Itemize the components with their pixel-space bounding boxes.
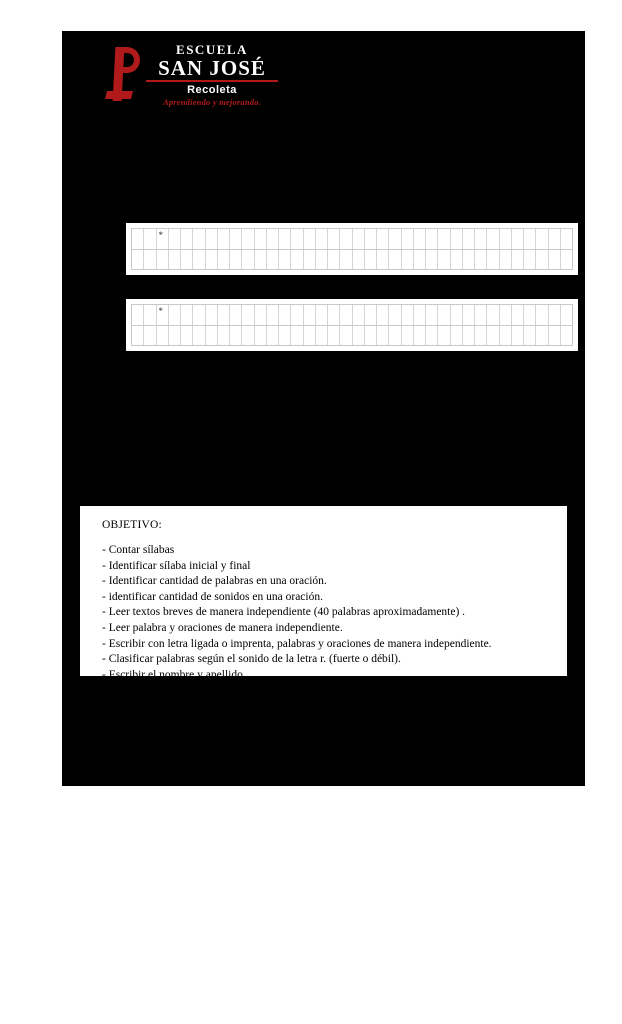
grid-cell[interactable] — [500, 326, 512, 345]
grid-cell[interactable] — [255, 305, 267, 325]
grid-cell[interactable] — [365, 305, 377, 325]
objective-item: - Escribir el nombre y apellido. — [102, 668, 246, 681]
grid-cell[interactable] — [291, 326, 303, 345]
objective-item: - Contar sílabas — [102, 544, 175, 556]
grid-cell[interactable] — [157, 305, 169, 325]
grid-cell[interactable] — [512, 250, 524, 269]
star-marker-icon: * — [158, 306, 163, 316]
grid-cell[interactable] — [463, 250, 475, 269]
grid-cell[interactable] — [475, 229, 487, 249]
writing-grid-1 — [126, 223, 578, 275]
grid-cell[interactable] — [512, 305, 524, 325]
grid-cell[interactable] — [524, 250, 536, 269]
grid-cell[interactable] — [487, 250, 499, 269]
grid-cell[interactable] — [255, 326, 267, 345]
grid-cell[interactable] — [414, 229, 426, 249]
grid-cell[interactable] — [353, 250, 365, 269]
grid-cell[interactable] — [500, 305, 512, 325]
objective-list — [102, 543, 551, 683]
grid-cell[interactable] — [487, 229, 499, 249]
letter-p-emblem-icon — [100, 47, 142, 101]
grid-cell[interactable] — [230, 305, 242, 325]
grid-cell[interactable] — [353, 229, 365, 249]
grid-cell[interactable] — [230, 229, 242, 249]
grid-cell[interactable] — [438, 305, 450, 325]
objective-item: - Identificar sílaba inicial y final — [102, 559, 251, 572]
grid-cell[interactable] — [218, 326, 230, 345]
grid-cell[interactable] — [524, 326, 536, 345]
grid-cell[interactable] — [487, 305, 499, 325]
grid-cell[interactable] — [157, 326, 169, 345]
grid-cell[interactable] — [255, 250, 267, 269]
grid-cell[interactable] — [304, 250, 316, 269]
grid-cell[interactable] — [561, 229, 572, 249]
writing-grid-2 — [126, 299, 578, 351]
grid-cell[interactable] — [279, 250, 291, 269]
objective-title: OBJETIVO: — [102, 519, 162, 531]
grid-cell[interactable] — [193, 305, 205, 325]
grid-cell[interactable] — [451, 305, 463, 325]
grid-cell[interactable] — [414, 326, 426, 345]
logo-line-slogan: Aprendiendo y mejorando. — [162, 97, 262, 107]
grid-cell[interactable] — [193, 229, 205, 249]
grid-cell[interactable] — [549, 229, 561, 249]
grid-cell[interactable] — [267, 229, 279, 249]
grid-cell[interactable] — [169, 305, 181, 325]
grid-cell[interactable] — [218, 305, 230, 325]
grid-cell[interactable] — [340, 326, 352, 345]
grid-cell[interactable] — [561, 250, 572, 269]
grid-cell[interactable] — [426, 326, 438, 345]
grid-cell[interactable] — [536, 229, 548, 249]
grid-cell[interactable] — [218, 250, 230, 269]
objective-item: - Leer palabra y oraciones de manera independiente. — [102, 621, 343, 634]
grid-cell[interactable] — [193, 326, 205, 345]
grid-cell[interactable] — [230, 250, 242, 269]
grid-cell[interactable] — [157, 229, 169, 249]
grid-cell[interactable] — [132, 305, 144, 325]
grid-cell[interactable] — [377, 250, 389, 269]
grid-cell[interactable] — [377, 305, 389, 325]
grid-cell[interactable] — [561, 305, 572, 325]
grid-cell[interactable] — [328, 229, 340, 249]
logo-text-block — [146, 43, 278, 108]
grid-cell[interactable] — [242, 326, 254, 345]
grid-cell[interactable] — [377, 326, 389, 345]
grid-cell[interactable] — [242, 229, 254, 249]
grid-cell[interactable] — [487, 326, 499, 345]
grid-cell[interactable] — [340, 229, 352, 249]
grid-cell[interactable] — [340, 250, 352, 269]
grid-cell[interactable] — [463, 305, 475, 325]
grid-cell[interactable] — [132, 250, 144, 269]
grid-cell[interactable] — [414, 250, 426, 269]
grid-cell[interactable] — [304, 305, 316, 325]
grid-cell[interactable] — [144, 326, 156, 345]
objective-panel — [80, 506, 567, 681]
star-marker-icon: * — [158, 230, 163, 240]
grid-cell[interactable] — [291, 305, 303, 325]
grid-cell[interactable] — [353, 326, 365, 345]
grid-cell[interactable] — [426, 305, 438, 325]
grid-cell[interactable] — [377, 229, 389, 249]
grid-cell[interactable] — [316, 305, 328, 325]
grid-row — [131, 249, 573, 270]
grid-cell[interactable] — [181, 250, 193, 269]
grid-cell[interactable] — [561, 326, 572, 345]
school-logo — [100, 43, 280, 105]
grid-cell[interactable] — [316, 229, 328, 249]
grid-cell[interactable] — [402, 305, 414, 325]
grid-cell[interactable] — [132, 326, 144, 345]
grid-cell[interactable] — [328, 305, 340, 325]
grid-cell[interactable] — [316, 250, 328, 269]
logo-line-sanjose: SAN JOSÉ — [146, 57, 278, 82]
grid-cell[interactable] — [536, 305, 548, 325]
grid-row — [131, 304, 573, 325]
grid-cell[interactable] — [353, 305, 365, 325]
grid-cell[interactable] — [451, 229, 463, 249]
grid-cell[interactable] — [255, 229, 267, 249]
logo-line-recoleta: Recoleta — [187, 84, 237, 96]
grid-cell[interactable] — [475, 305, 487, 325]
grid-cell[interactable] — [549, 305, 561, 325]
grid-cell[interactable] — [144, 229, 156, 249]
grid-cell[interactable] — [267, 250, 279, 269]
grid-cell[interactable] — [242, 305, 254, 325]
grid-cell[interactable] — [279, 229, 291, 249]
grid-cell[interactable] — [549, 326, 561, 345]
grid-cell[interactable] — [267, 305, 279, 325]
grid-cell[interactable] — [193, 250, 205, 269]
grid-cell[interactable] — [549, 250, 561, 269]
grid-cell[interactable] — [438, 250, 450, 269]
grid-cell[interactable] — [206, 305, 218, 325]
grid-cell[interactable] — [132, 229, 144, 249]
grid-cell[interactable] — [512, 229, 524, 249]
grid-cell[interactable] — [304, 326, 316, 345]
grid-cell[interactable] — [169, 326, 181, 345]
grid-cell[interactable] — [279, 305, 291, 325]
grid-cell[interactable] — [206, 229, 218, 249]
grid-cell[interactable] — [365, 250, 377, 269]
grid-row — [131, 325, 573, 346]
grid-cell[interactable] — [169, 229, 181, 249]
grid-cell[interactable] — [475, 250, 487, 269]
grid-cell[interactable] — [389, 229, 401, 249]
grid-cell[interactable] — [230, 326, 242, 345]
grid-cell[interactable] — [279, 326, 291, 345]
grid-cell[interactable] — [389, 250, 401, 269]
grid-cell[interactable] — [291, 250, 303, 269]
grid-cell[interactable] — [500, 229, 512, 249]
grid-cell[interactable] — [304, 229, 316, 249]
grid-cell[interactable] — [328, 250, 340, 269]
grid-cell[interactable] — [169, 250, 181, 269]
grid-cell[interactable] — [157, 250, 169, 269]
objective-item: - Leer textos breves de manera independiente (40 palabras aproximadamente) . — [102, 606, 466, 619]
objective-item: - Clasificar palabras según el sonido de la letra r. (fuerte o débil). — [102, 653, 401, 666]
logo-line-escuela: ESCUELA — [176, 42, 248, 57]
grid-cell[interactable] — [536, 326, 548, 345]
writing-grid-2-inner — [131, 304, 573, 346]
grid-cell[interactable] — [181, 305, 193, 325]
grid-cell[interactable] — [144, 250, 156, 269]
grid-cell[interactable] — [524, 305, 536, 325]
grid-cell[interactable] — [144, 305, 156, 325]
grid-cell[interactable] — [340, 305, 352, 325]
grid-cell[interactable] — [500, 250, 512, 269]
grid-cell[interactable] — [402, 250, 414, 269]
grid-cell[interactable] — [267, 326, 279, 345]
grid-cell[interactable] — [426, 250, 438, 269]
grid-cell[interactable] — [218, 229, 230, 249]
grid-cell[interactable] — [524, 229, 536, 249]
grid-cell[interactable] — [181, 229, 193, 249]
objective-item: - Identificar cantidad de palabras en una oración. — [102, 575, 327, 588]
grid-cell[interactable] — [536, 250, 548, 269]
grid-cell[interactable] — [242, 250, 254, 269]
writing-grid-1-inner — [131, 228, 573, 270]
grid-cell[interactable] — [402, 326, 414, 345]
grid-cell[interactable] — [291, 229, 303, 249]
grid-cell[interactable] — [438, 229, 450, 249]
grid-cell[interactable] — [463, 326, 475, 345]
grid-cell[interactable] — [414, 305, 426, 325]
grid-cell[interactable] — [328, 326, 340, 345]
grid-cell[interactable] — [438, 326, 450, 345]
grid-cell[interactable] — [426, 229, 438, 249]
grid-cell[interactable] — [365, 229, 377, 249]
grid-cell[interactable] — [389, 305, 401, 325]
objective-item: - identificar cantidad de sonidos en una oración. — [102, 590, 323, 603]
grid-cell[interactable] — [206, 250, 218, 269]
grid-cell[interactable] — [316, 326, 328, 345]
grid-cell[interactable] — [475, 326, 487, 345]
grid-cell[interactable] — [451, 250, 463, 269]
grid-cell[interactable] — [389, 326, 401, 345]
objective-item: - Escribir con letra ligada o imprenta, palabras y oraciones de manera independiente. — [102, 637, 492, 650]
document-page — [62, 31, 585, 786]
grid-cell[interactable] — [206, 326, 218, 345]
grid-cell[interactable] — [365, 326, 377, 345]
grid-row — [131, 228, 573, 249]
grid-cell[interactable] — [181, 326, 193, 345]
grid-cell[interactable] — [463, 229, 475, 249]
grid-cell[interactable] — [402, 229, 414, 249]
grid-cell[interactable] — [451, 326, 463, 345]
grid-cell[interactable] — [512, 326, 524, 345]
